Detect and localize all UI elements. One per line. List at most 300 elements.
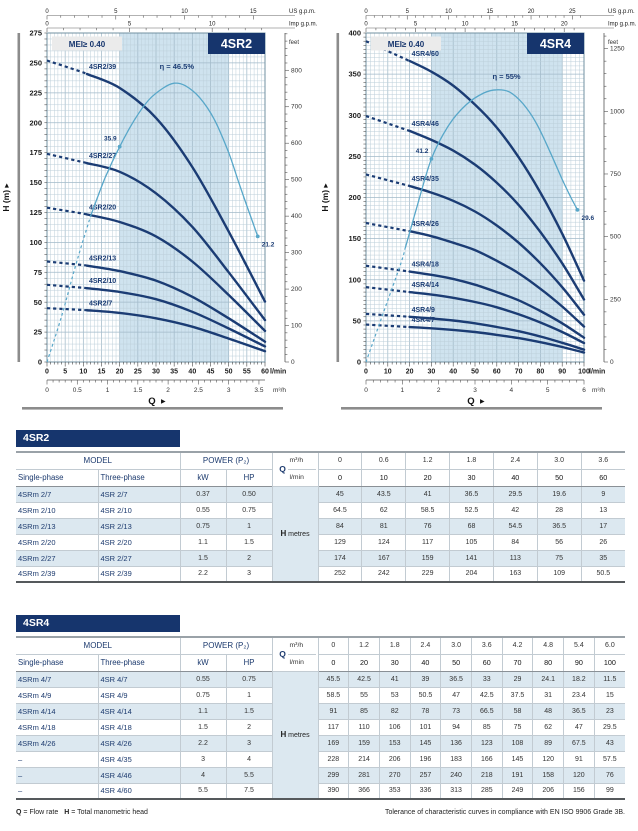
curve-label: 4SR4/7 — [411, 317, 435, 325]
head-value-cell: 240 — [441, 767, 472, 783]
three-phase-cell: 4SR 4/9 — [98, 687, 180, 703]
x-tick-label: 35 — [170, 368, 179, 376]
m3h-tick-label: 2.5 — [193, 387, 203, 394]
head-value-cell: 105 — [450, 534, 494, 550]
head-value-cell: 15 — [594, 687, 625, 703]
q-lmin-value: 30 — [450, 469, 494, 486]
head-value-cell: 23 — [594, 703, 625, 719]
m3h-tick-label: 3 — [226, 387, 231, 394]
x-axis-unit-lmin: l/min — [270, 368, 287, 376]
single-phase-cell: 4SRm 4/14 — [16, 703, 98, 719]
feet-tick-label: 1000 — [610, 108, 625, 116]
q-lmin-value: 60 — [581, 469, 625, 486]
head-value-cell: 82 — [379, 703, 410, 719]
y-tick-label: 50 — [33, 297, 42, 307]
x-axis-m3h — [45, 380, 286, 394]
curve-label: 4SR2/13 — [88, 255, 117, 263]
head-value-cell: 50.5 — [410, 687, 441, 703]
y-tick-label: 150 — [348, 234, 361, 244]
power-header: POWER (P₂) — [180, 637, 272, 654]
head-value-cell: 99 — [594, 783, 625, 799]
three-phase-cell: 4SR 2/27 — [98, 550, 180, 566]
q-lmin-value: 0 — [318, 654, 349, 671]
q-arrow-icon: ▶ — [480, 399, 485, 405]
grid — [366, 33, 584, 362]
head-value-cell: 67.5 — [564, 735, 595, 751]
feet-tick-label: 300 — [291, 249, 302, 257]
x-tick-label: 80 — [536, 368, 545, 376]
feet-tick-label: 700 — [291, 103, 302, 111]
curve-label: 4SR2/20 — [88, 204, 117, 212]
hp-cell: 4 — [226, 751, 272, 767]
head-value-cell: 19.6 — [537, 486, 581, 502]
efficiency-label: η = 55% — [492, 72, 521, 82]
head-value-cell: 41 — [379, 671, 410, 687]
head-value-cell: 101 — [410, 719, 441, 735]
feet-tick-label: 0 — [291, 359, 295, 366]
y-tick-label: 100 — [348, 275, 361, 285]
q-lmin-value: 90 — [564, 654, 595, 671]
feet-tick-label: 200 — [291, 286, 302, 294]
x-tick-label: 100 — [578, 368, 590, 376]
kw-cell: 4 — [180, 767, 226, 783]
imp-gpm-tick-label: 0 — [364, 21, 368, 28]
three-phase-cell: 4SR 4/14 — [98, 703, 180, 719]
kw-cell: 3 — [180, 751, 226, 767]
q-m3h-value: 3.0 — [537, 452, 581, 469]
x-tick-label: 40 — [188, 368, 197, 376]
head-value-cell: 75 — [537, 550, 581, 566]
kw-cell: 0.37 — [180, 486, 226, 502]
q-m3h-value: 4.2 — [502, 637, 533, 654]
three-phase-cell: 4SR 2/39 — [98, 566, 180, 582]
head-value-cell: 299 — [318, 767, 349, 783]
h-symbol: H — [280, 529, 287, 539]
head-value-cell: 31 — [533, 687, 564, 703]
three-phase-cell: 4SR 4/7 — [98, 671, 180, 687]
hp-cell: 1.5 — [226, 703, 272, 719]
x-tick-label: 30 — [427, 368, 436, 376]
head-value-cell: 117 — [406, 534, 450, 550]
m3h-tick-label: 4 — [509, 387, 514, 394]
feet-tick-label: 400 — [291, 213, 302, 221]
chart-title: 4SR4 — [539, 37, 572, 51]
y-axis-title: H (m) ▸ — [1, 183, 11, 212]
head-value-cell: 55 — [349, 687, 380, 703]
three-phase-cell: 4SR 2/20 — [98, 534, 180, 550]
three-phase-cell: 4SR 2/7 — [98, 486, 180, 502]
table-block-4sr2 — [16, 430, 625, 583]
y-axis-title: H (m) ▸ — [320, 183, 330, 212]
footnote-q-def: = Flow rate — [23, 809, 59, 816]
y-tick-label: 175 — [29, 148, 42, 158]
head-value-cell: 36.5 — [564, 703, 595, 719]
head-value-cell: 75 — [502, 719, 533, 735]
us-gpm-tick-label: 15 — [249, 9, 257, 15]
hp-cell: 0.75 — [226, 502, 272, 518]
feet-axis — [604, 33, 625, 366]
table-body — [16, 671, 625, 799]
kw-header: kW — [180, 469, 226, 486]
head-value-cell: 91 — [318, 703, 349, 719]
m3h-tick-label: 5 — [545, 387, 550, 394]
three-phase-cell: 4SR 2/10 — [98, 502, 180, 518]
model-header: MODEL — [16, 452, 180, 469]
hp-cell: 0.50 — [226, 486, 272, 502]
head-value-cell: 62 — [362, 502, 406, 518]
svg-text:Q: Q — [467, 396, 475, 407]
head-value-cell: 9 — [581, 486, 625, 502]
q-m3h-value: 2.4 — [410, 637, 441, 654]
q-m3h-value: 1.8 — [379, 637, 410, 654]
single-phase-cell: 4SRm 2/20 — [16, 534, 98, 550]
head-value-cell: 156 — [564, 783, 595, 799]
us-gpm-tick-label: 10 — [181, 9, 188, 15]
head-value-cell: 11.5 — [594, 671, 625, 687]
m3h-tick-label: 1 — [105, 387, 110, 394]
head-value-cell: 353 — [379, 783, 410, 799]
y-tick-label: 125 — [29, 208, 42, 218]
feet-tick-label: 750 — [610, 170, 621, 178]
head-value-cell: 37.5 — [502, 687, 533, 703]
top-axis-us-gpm — [45, 9, 316, 20]
head-value-cell: 218 — [471, 767, 502, 783]
head-value-cell: 313 — [441, 783, 472, 799]
curve-label: 4SR4/35 — [411, 175, 439, 183]
top-axis-us-gpm — [364, 9, 635, 20]
head-value-cell: 145 — [502, 751, 533, 767]
kw-cell: 1.5 — [180, 719, 226, 735]
head-value-cell: 166 — [471, 751, 502, 767]
x-tick-label: 55 — [242, 368, 251, 376]
table-row — [16, 671, 625, 687]
head-value-cell: 33 — [471, 671, 502, 687]
single-phase-cell: 4SRm 4/9 — [16, 687, 98, 703]
head-value-cell: 123 — [471, 735, 502, 751]
head-value-cell: 17 — [581, 518, 625, 534]
y-tick-label: 50 — [352, 316, 361, 326]
m3h-tick-label: 0 — [45, 387, 49, 394]
mei-label: MEI≥ 0.40 — [68, 40, 106, 49]
efficiency-label: η = 46.5% — [159, 61, 195, 71]
header-row-1 — [16, 452, 625, 469]
bottom-ruler-bar — [341, 407, 602, 410]
header-row-2 — [16, 469, 625, 486]
svg-text:Q: Q — [148, 396, 156, 407]
head-value-cell: 41 — [406, 486, 450, 502]
imp-gpm-tick-label: 10 — [461, 21, 469, 28]
x-tick-label: 20 — [115, 368, 124, 376]
imp-gpm-tick-label: 5 — [413, 21, 418, 28]
three-phase-cell: 4SR 4/60 — [98, 783, 180, 799]
q-m3h-value: 0.6 — [362, 452, 406, 469]
table-row — [16, 687, 625, 703]
us-gpm-tick-label: 5 — [114, 9, 118, 15]
x-axis-unit-m3h: m³/h — [592, 387, 605, 394]
curve-label: 4SR2/10 — [88, 278, 117, 286]
single-phase-cell: – — [16, 783, 98, 799]
head-value-cell: 106 — [379, 719, 410, 735]
x-axis-unit-lmin: l/min — [589, 368, 606, 376]
single-phase-header: Single-phase — [16, 469, 98, 486]
q-lmin-value: 40 — [410, 654, 441, 671]
model-header: MODEL — [16, 637, 180, 654]
grid — [47, 33, 265, 362]
table-row — [16, 518, 625, 534]
table-block-4sr4 — [16, 615, 625, 800]
head-value-cell: 36.5 — [450, 486, 494, 502]
q-header — [272, 637, 318, 671]
single-phase-cell: 4SRm 2/7 — [16, 486, 98, 502]
table-row — [16, 550, 625, 566]
us-gpm-tick-label: 0 — [364, 9, 368, 15]
mei-label: MEI≥ 0.40 — [387, 40, 425, 49]
head-value-cell: 73 — [441, 703, 472, 719]
kw-cell: 0.55 — [180, 671, 226, 687]
imp-gpm-tick-label: 20 — [560, 21, 568, 28]
bottom-ruler-bar — [22, 407, 283, 410]
head-value-cell: 54.5 — [493, 518, 537, 534]
single-phase-cell: 4SRm 4/7 — [16, 671, 98, 687]
x-tick-label: 60 — [492, 368, 501, 376]
head-value-cell: 204 — [450, 566, 494, 582]
head-value-cell: 159 — [349, 735, 380, 751]
head-value-cell: 153 — [379, 735, 410, 751]
x-axis-m3h — [364, 380, 605, 394]
table-body — [16, 486, 625, 582]
table-header — [16, 637, 625, 671]
feet-unit: feet — [289, 40, 300, 46]
q-lmin-value: 20 — [349, 654, 380, 671]
footnote-definitions — [16, 809, 152, 816]
kw-cell: 0.75 — [180, 687, 226, 703]
feet-tick-label: 500 — [291, 176, 302, 184]
head-value-cell: 85 — [471, 719, 502, 735]
q-lmin-value: 30 — [379, 654, 410, 671]
q-lmin-value: 50 — [537, 469, 581, 486]
curve-label: 4SR4/9 — [411, 306, 435, 314]
hp-cell: 2 — [226, 719, 272, 735]
table-row — [16, 502, 625, 518]
left-ruler-bar — [337, 33, 340, 362]
three-phase-header: Three-phase — [98, 469, 180, 486]
head-value-cell: 43.5 — [362, 486, 406, 502]
head-value-cell: 158 — [533, 767, 564, 783]
x-tick-label: 25 — [133, 368, 142, 376]
single-phase-cell: 4SRm 2/10 — [16, 502, 98, 518]
single-phase-cell: 4SRm 2/13 — [16, 518, 98, 534]
curve-label: 4SR4/14 — [411, 282, 439, 290]
head-value-cell: 76 — [594, 767, 625, 783]
head-value-cell: 57.5 — [594, 751, 625, 767]
q-m3h-value: 3.6 — [581, 452, 625, 469]
q-lmin-value: 60 — [471, 654, 502, 671]
efficiency-marker — [118, 145, 122, 149]
q-lmin-value: 80 — [533, 654, 564, 671]
hp-cell: 0.75 — [226, 671, 272, 687]
q-m3h-value: 1.2 — [349, 637, 380, 654]
y-tick-label: 300 — [348, 110, 361, 120]
table-row — [16, 735, 625, 751]
hp-header: HP — [226, 654, 272, 671]
table-row — [16, 486, 625, 502]
q-symbol: Q — [279, 649, 286, 660]
y-tick-label: 225 — [29, 88, 42, 98]
head-value-cell: 390 — [318, 783, 349, 799]
head-value-cell: 58.5 — [406, 502, 450, 518]
y-axis — [320, 29, 366, 367]
table-row — [16, 534, 625, 550]
head-value-cell: 85 — [349, 703, 380, 719]
three-phase-cell: 4SR 4/26 — [98, 735, 180, 751]
efficiency-marker-label: 35.9 — [104, 135, 117, 143]
x-tick-label: 0 — [45, 368, 49, 376]
x-axis-lmin — [45, 362, 286, 376]
top-axis-imp-gpm — [364, 22, 636, 33]
x-tick-label: 50 — [471, 368, 479, 376]
head-value-cell: 66.5 — [471, 703, 502, 719]
q-lmin-value: 50 — [441, 654, 472, 671]
head-value-cell: 249 — [502, 783, 533, 799]
three-phase-cell: 4SR 4/18 — [98, 719, 180, 735]
table-row — [16, 783, 625, 799]
head-value-cell: 117 — [318, 719, 349, 735]
head-value-cell: 229 — [406, 566, 450, 582]
curve-label: 4SR2/7 — [88, 300, 113, 308]
h-metres-cell: H metres — [272, 486, 318, 582]
three-phase-header: Three-phase — [98, 654, 180, 671]
three-phase-cell: 4SR 4/35 — [98, 751, 180, 767]
q-lmin-value: 100 — [594, 654, 625, 671]
hp-cell: 7.5 — [226, 783, 272, 799]
head-value-cell: 42.5 — [471, 687, 502, 703]
q-m3h-value: 5.4 — [564, 637, 595, 654]
q-m3h-value: 3.0 — [441, 637, 472, 654]
q-lmin-value: 40 — [493, 469, 537, 486]
table-row — [16, 719, 625, 735]
head-value-cell: 285 — [471, 783, 502, 799]
m3h-tick-label: 0.5 — [72, 387, 82, 394]
q-m3h-value: 6.0 — [594, 637, 625, 654]
footnote-tolerance: Tolerance of characteristic curves in compliance with EN ISO 9906 Grade 3B. — [384, 809, 625, 816]
top-axis-imp-gpm — [45, 22, 317, 33]
left-ruler-bar — [18, 33, 21, 362]
table-title-4sr4: 4SR4 — [16, 615, 180, 632]
head-value-cell: 270 — [379, 767, 410, 783]
us-gpm-tick-label: 0 — [45, 9, 49, 15]
head-value-cell: 36.5 — [441, 671, 472, 687]
head-value-cell: 183 — [441, 751, 472, 767]
head-value-cell: 196 — [410, 751, 441, 767]
q-axis-title — [148, 396, 166, 407]
head-value-cell: 13 — [581, 502, 625, 518]
head-value-cell: 281 — [349, 767, 380, 783]
single-phase-cell: 4SRm 2/39 — [16, 566, 98, 582]
head-value-cell: 366 — [349, 783, 380, 799]
kw-cell: 1.5 — [180, 550, 226, 566]
head-value-cell: 169 — [318, 735, 349, 751]
us-gpm-tick-label: 20 — [527, 9, 535, 15]
head-value-cell: 23.4 — [564, 687, 595, 703]
y-tick-label: 0 — [37, 357, 42, 367]
q-axis-title — [467, 396, 485, 407]
x-tick-label: 0 — [364, 368, 368, 376]
imp-gpm-unit: Imp g.p.m. — [608, 21, 637, 28]
y-tick-label: 150 — [29, 178, 42, 188]
head-value-cell: 191 — [502, 767, 533, 783]
x-tick-label: 20 — [405, 368, 414, 376]
head-value-cell: 52.5 — [450, 502, 494, 518]
head-value-cell: 141 — [450, 550, 494, 566]
y-tick-label: 100 — [29, 237, 42, 247]
x-tick-label: 5 — [63, 368, 68, 376]
head-value-cell: 163 — [493, 566, 537, 582]
head-value-cell: 58 — [502, 703, 533, 719]
head-value-cell: 206 — [533, 783, 564, 799]
pump-data-table-4sr4 — [16, 636, 625, 800]
m3h-tick-label: 1.5 — [133, 387, 143, 394]
h-symbol: H — [280, 730, 287, 740]
kw-cell: 5.5 — [180, 783, 226, 799]
x-tick-label: 70 — [514, 368, 523, 376]
y-tick-label: 200 — [29, 118, 42, 128]
us-gpm-unit: US g.p.m. — [608, 9, 635, 15]
x-tick-label: 40 — [449, 368, 458, 376]
head-value-cell: 257 — [410, 767, 441, 783]
hp-cell: 2 — [226, 550, 272, 566]
head-value-cell: 94 — [441, 719, 472, 735]
y-tick-label: 250 — [29, 58, 42, 68]
head-value-cell: 81 — [362, 518, 406, 534]
head-value-cell: 58.5 — [318, 687, 349, 703]
head-value-cell: 56 — [537, 534, 581, 550]
x-tick-label: 60 — [261, 368, 269, 376]
q-unit-lmin: l/min — [289, 659, 304, 667]
head-value-cell: 26 — [581, 534, 625, 550]
head-value-cell: 43 — [594, 735, 625, 751]
head-value-cell: 68 — [450, 518, 494, 534]
x-tick-label: 10 — [79, 368, 88, 376]
curve-label: 4SR2/39 — [88, 64, 117, 72]
q-lmin-value: 70 — [502, 654, 533, 671]
y-tick-label: 0 — [356, 357, 361, 367]
three-phase-cell: 4SR 2/13 — [98, 518, 180, 534]
head-value-cell: 159 — [406, 550, 450, 566]
us-gpm-tick-label: 10 — [445, 9, 452, 15]
head-value-cell: 228 — [318, 751, 349, 767]
curve-label: 4SR4/18 — [411, 261, 439, 269]
table-row — [16, 703, 625, 719]
head-value-cell: 29.5 — [493, 486, 537, 502]
pump-data-table-4sr2 — [16, 451, 625, 583]
head-value-cell: 53 — [379, 687, 410, 703]
table-row — [16, 767, 625, 783]
q-m3h-value: 1.8 — [450, 452, 494, 469]
feet-tick-label: 800 — [291, 67, 302, 75]
curve-label: 4SR2/27 — [88, 153, 117, 161]
head-value-cell: 45 — [318, 486, 362, 502]
head-value-cell: 145 — [410, 735, 441, 751]
head-value-cell: 167 — [362, 550, 406, 566]
us-gpm-tick-label: 25 — [568, 9, 576, 15]
feet-tick-label: 1250 — [610, 45, 625, 53]
head-value-cell: 110 — [349, 719, 380, 735]
header-row-2 — [16, 654, 625, 671]
q-m3h-value: 0 — [318, 637, 349, 654]
hp-cell: 1 — [226, 518, 272, 534]
kw-cell: 2.2 — [180, 735, 226, 751]
y-axis — [1, 29, 47, 367]
